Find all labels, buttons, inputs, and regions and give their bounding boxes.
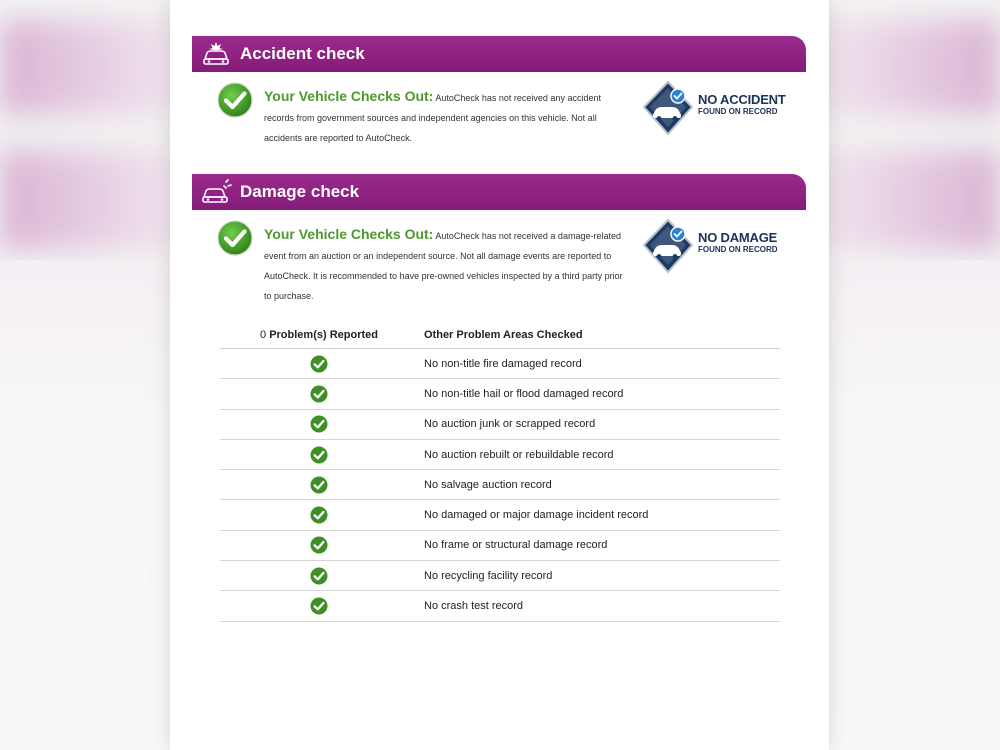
checkmark-icon — [310, 567, 328, 585]
problems-reported-header — [220, 329, 418, 341]
accident-description: AutoCheck has not received any accident records from government sources and independent agencies on this vehicle. Not all accidents are reported to AutoCheck. — [264, 93, 601, 143]
table-row — [220, 591, 780, 621]
no-accident-badge — [642, 80, 802, 136]
accident-check-block — [192, 82, 806, 152]
checkmark-icon — [217, 82, 253, 118]
row-status — [220, 385, 418, 403]
table-row — [220, 531, 780, 561]
problem-areas-table — [220, 322, 780, 622]
row-status — [220, 536, 418, 554]
accident-check-text — [264, 86, 626, 148]
no-accident-label: NO ACCIDENT — [698, 92, 786, 107]
damage-check-title: Damage check — [240, 182, 360, 201]
shield-car-icon — [642, 218, 694, 274]
report-page — [170, 0, 829, 750]
problems-count: 0 — [260, 329, 267, 341]
no-damage-sublabel: FOUND ON RECORD — [698, 245, 778, 254]
row-label: No frame or structural damage record — [424, 539, 608, 552]
row-label: No auction rebuilt or rebuildable record — [424, 448, 614, 461]
accident-check-header — [192, 36, 806, 72]
table-row — [220, 410, 780, 440]
row-status — [220, 597, 418, 615]
checkmark-icon — [310, 415, 328, 433]
table-row — [220, 561, 780, 591]
row-label: No non-title fire damaged record — [424, 357, 582, 370]
checkmark-icon — [217, 220, 253, 256]
problems-reported-label: Problem(s) Reported — [269, 329, 378, 341]
row-status — [220, 446, 418, 464]
table-row — [220, 379, 780, 409]
checkmark-icon — [310, 385, 328, 403]
damage-check-header — [192, 174, 806, 210]
row-label: No crash test record — [424, 600, 524, 613]
row-status — [220, 355, 418, 373]
row-label: No auction junk or scrapped record — [424, 418, 596, 431]
table-row — [220, 500, 780, 530]
checkmark-icon — [310, 506, 328, 524]
row-label: No damaged or major damage incident record — [424, 509, 649, 522]
damage-description: AutoCheck has not received a damage-related event from an auction or an independent source. Not all damage events are reported to AutoCheck. It is recommended to have pre-owned vehicles inspected by a third party prior to purchase. — [264, 231, 623, 301]
no-accident-sublabel: FOUND ON RECORD — [698, 107, 778, 116]
car-damage-icon — [200, 179, 232, 205]
table-row — [220, 440, 780, 470]
no-damage-badge — [642, 218, 802, 274]
checkmark-icon — [310, 476, 328, 494]
damage-lead: Your Vehicle Checks Out: — [264, 226, 434, 242]
table-row — [220, 470, 780, 500]
damage-check-block — [192, 220, 806, 302]
table-body — [220, 349, 780, 622]
shield-car-icon — [642, 80, 694, 136]
row-status — [220, 415, 418, 433]
accident-check-title: Accident check — [240, 44, 365, 63]
row-status — [220, 506, 418, 524]
row-label: No non-title hail or flood damaged record — [424, 387, 624, 400]
other-areas-header: Other Problem Areas Checked — [424, 329, 583, 341]
row-status — [220, 476, 418, 494]
checkmark-icon — [310, 536, 328, 554]
accident-lead: Your Vehicle Checks Out: — [264, 88, 434, 104]
row-label: No salvage auction record — [424, 478, 552, 491]
checkmark-icon — [310, 446, 328, 464]
table-header — [220, 322, 780, 349]
damage-check-text — [264, 224, 626, 306]
checkmark-icon — [310, 355, 328, 373]
row-label: No recycling facility record — [424, 569, 553, 582]
no-damage-label: NO DAMAGE — [698, 230, 778, 245]
car-crash-icon — [200, 41, 232, 67]
checkmark-icon — [310, 597, 328, 615]
row-status — [220, 567, 418, 585]
table-row — [220, 349, 780, 379]
